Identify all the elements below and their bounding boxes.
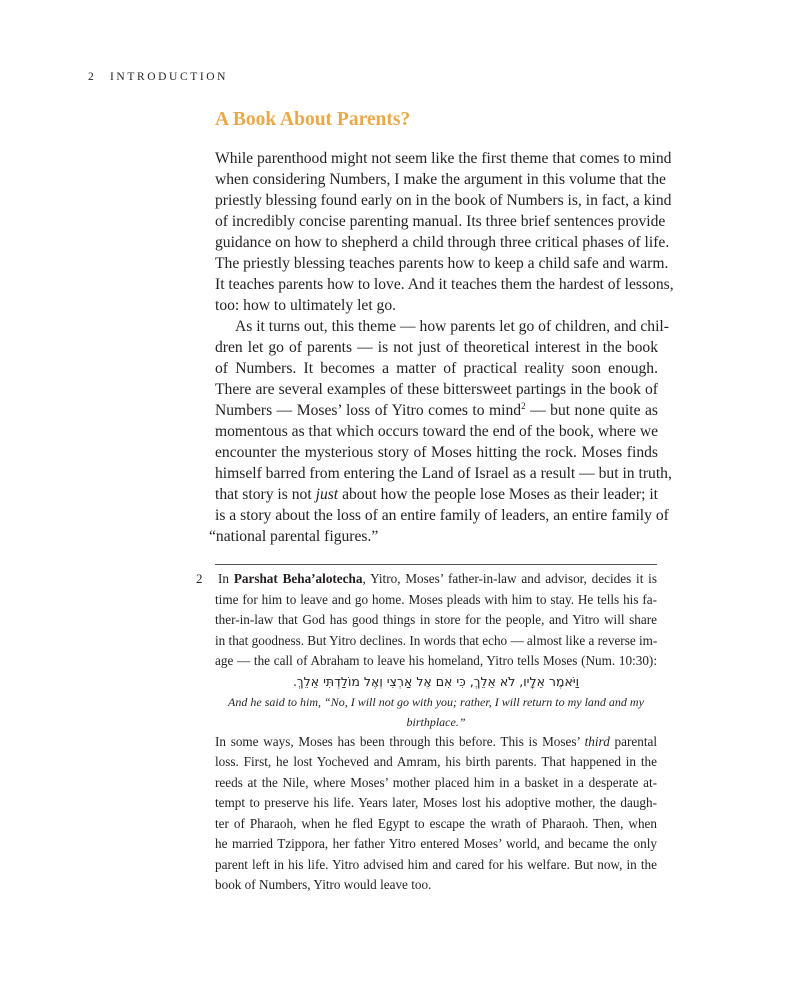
text-line: While parenthood might not seem like the first theme that comes to mind: [215, 150, 672, 167]
text-fragment: that story is not: [215, 486, 316, 503]
text-line: is a story about the loss of an entire family of leaders, an entire family of: [215, 507, 669, 524]
text-line: It teaches parents how to love. And it teaches them the hardest of lessons,: [215, 276, 674, 293]
footnote-line: [215, 732, 657, 753]
footnote-line: [215, 569, 657, 590]
text-fragment: , Yitro, Moses’ father-in-law and advisor, decides it is: [362, 571, 657, 586]
footnote: [196, 569, 658, 896]
emphasis: just: [315, 486, 339, 503]
footnote-line: in that goodness. But Yitro declines. In words that echo — almost like a reverse im-: [215, 632, 658, 648]
footnote-reference[interactable]: 2: [521, 401, 526, 411]
text-line: too: how to ultimately let go.: [215, 297, 397, 314]
running-head-section: INTRODUCTION: [110, 71, 229, 83]
quote-translation: And he said to him, “No, I will not go with you; rather, I will return to my land and my birthplace.”: [228, 694, 644, 729]
text-fragment: Numbers — Moses’ loss of Yitro comes to mind: [215, 402, 522, 419]
footnote-number: 2: [196, 571, 203, 586]
text-line: There are several examples of these bittersweet partings in the book of: [215, 381, 658, 398]
paragraph-2: [209, 316, 672, 547]
text-fragment: In: [218, 571, 234, 586]
text-fragment: about how the people lose Moses as their leader; it: [338, 486, 658, 503]
page-number: 2: [88, 71, 97, 83]
section-heading: A Book About Parents?: [215, 109, 411, 130]
text-line: [215, 484, 658, 505]
text-line: The priestly blessing teaches parents how to keep a child safe and warm.: [215, 255, 669, 272]
text-line: of incredibly concise parenting manual. Its three brief sentences provide: [215, 213, 666, 230]
footnote-line: he married Tzippora, her father Yitro entered Moses’ world, and became the only: [215, 836, 657, 851]
text-line: himself barred from entering the Land of Israel as a result — but in truth,: [215, 465, 672, 482]
text-line: when considering Numbers, I make the argument in this volume that the: [215, 171, 666, 188]
text-line: As it turns out, this theme — how parents let go of children, and chil-: [235, 318, 669, 335]
text-line: [215, 400, 658, 421]
paragraph-1: [215, 148, 674, 316]
text-line: momentous as that which occurs toward the end of the book, where we: [215, 423, 658, 440]
footnote-line: parent left in his life. Yitro advised him and cared for his welfare. But now, in the: [215, 856, 657, 872]
parsha-name: Parshat Beha’alotecha: [233, 571, 363, 586]
text-line: encounter the mysterious story of Moses hitting the rock. Moses finds: [215, 444, 658, 461]
body-text: [209, 148, 674, 547]
text-line: “national parental figures.”: [209, 528, 379, 545]
running-head: [88, 71, 228, 83]
text-fragment: parental: [609, 733, 657, 749]
footnote-line: time for him to leave and go home. Moses pleads with him to stay. He tells his fa-: [215, 591, 657, 607]
hebrew-quote: וַיֹּאמֶר אֵלָיו, לֹא אֵלֵךְ, כִּי אִם אֶל אַרְצִי וְאֶל מוֹלַדְתִּי אֵלֵךְ.: [292, 673, 580, 689]
footnote-line: ther-in-law that God has good things in store for the people, and Yitro will share: [215, 612, 657, 627]
footnote-line: reeds at the Nile, where Moses’ mother placed him in a basket in a desperate at-: [215, 774, 657, 790]
emphasis: third: [584, 733, 610, 749]
text-line: guidance on how to shepherd a child through three critical phases of life.: [215, 234, 670, 251]
text-fragment: — but none quite as: [525, 402, 658, 419]
footnote-line: book of Numbers, Yitro would leave too.: [215, 877, 432, 892]
text-line: dren let go of parents — is not just of theoretical interest in the book: [215, 339, 658, 356]
footnote-line: loss. First, he lost Yocheved and Amram, his birth parents. That happened in the: [215, 754, 657, 769]
text-line: priestly blessing found early on in the book of Numbers is, in fact, a kind: [215, 192, 672, 209]
text-line: of Numbers. It becomes a matter of practical reality soon enough.: [215, 360, 658, 377]
text-fragment: In some ways, Moses has been through this before. This is Moses’: [215, 733, 585, 749]
footnote-line: ter of Pharaoh, when he fled Egypt to escape the wrath of Pharaoh. Then, when: [215, 815, 657, 831]
footnote-line: age — the call of Abraham to leave his homeland, Yitro tells Moses (Num. 10:30):: [215, 653, 657, 668]
footnote-line: tempt to preserve his life. Years later, Moses lost his adoptive mother, the daugh-: [215, 795, 657, 810]
footnote-separator: [215, 564, 657, 565]
